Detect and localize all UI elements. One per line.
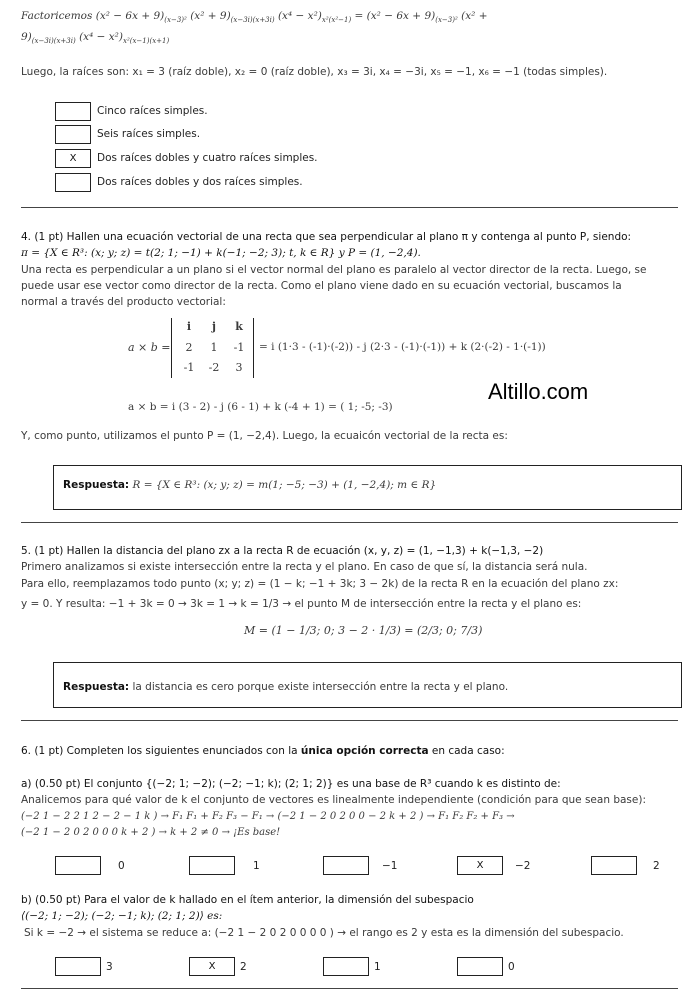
q4-answer-text: R = {X ∈ R³: (x; y; z) = m(1; −5; −3) + (1, −2,4); m ∈ R} [132, 479, 437, 491]
matrix-i: i [186, 320, 192, 333]
roots-text: Luego, la raíces son: x₁ = 3 (raíz doble), x₂ = 0 (raíz doble), x₃ = 3i, x₄ = −3i, x₅ = −1, x₆ = −1 (todas simples). [21, 66, 608, 78]
q5-title: 5. (1 pt) Hallen la distancia del plano zx a la recta R de ecuación (x, y, z) = (1, −1,3) + k(−1,3, −2) [21, 545, 544, 557]
q4-plane: π = {X ∈ R³: (x; y; z) = t(2; 1; −1) + k(−1; −2; 3); t, k ∈ R} y P = (1, −2,4). [21, 247, 421, 259]
q5-answer [63, 681, 508, 693]
determinant-matrix [176, 320, 254, 378]
factor-1: Factoricemos (x² − 6x + 9) [21, 10, 165, 22]
section-divider-1 [21, 207, 678, 208]
matrix-cell: -2 [208, 361, 220, 374]
matrix-left-bar [171, 318, 172, 378]
q6b-option-label-1: 3 [106, 961, 113, 973]
factor-4-sub: (x−3)² [435, 16, 458, 25]
option-box-3[interactable]: X [55, 149, 91, 168]
q6b-option-box-3[interactable] [323, 957, 369, 976]
matrix-cell: 2 [185, 341, 193, 354]
q6b-para-1: Si k = −2 → el sistema se reduce a: (−2 1 − 2 0 2 0 0 0 0 ) → el rango es 2 y esta es la dimensión del subespacio. [24, 927, 624, 939]
q5-answer-box [53, 662, 682, 708]
cross-product-result: a × b = i (3 - 2) - j (6 - 1) + k (-4 + 1) = ( 1; -5; -3) [128, 401, 393, 413]
q6b-option-box-4[interactable] [457, 957, 503, 976]
q6b-option-box-1[interactable] [55, 957, 101, 976]
q6a-para-2: (−2 1 − 2 2 1 2 − 2 − 1 k ) → F₁ F₁ + F₂ F₃ − F₁ → (−2 1 − 2 0 2 0 0 − 2 k + 2 ) → F₁ F₂ F₂ + F₃ → [21, 811, 515, 822]
matrix-k: k [235, 320, 243, 333]
matrix-cell: -1 [233, 341, 245, 354]
factor-2: (x² + 9) [190, 10, 231, 22]
q4-title: 4. (1 pt) Hallen una ecuación vectorial de una recta que sea perpendicular al plano π y contenga al punto P, siendo: [21, 231, 632, 243]
q6b-option-label-4: 0 [508, 961, 515, 973]
q6a-para-1: Analicemos para qué valor de k el conjunto de vectores es linealmente independiente (condición para que sean base): [21, 794, 646, 806]
q6b-title: b) (0.50 pt) Para el valor de k hallado en el ítem anterior, la dimensión del subespacio [21, 894, 474, 906]
q4-answer [63, 479, 436, 491]
matrix-cell: 3 [235, 361, 243, 374]
option-label-4: Dos raíces dobles y dos raíces simples. [97, 176, 303, 188]
option-box-1[interactable] [55, 102, 91, 121]
q4-para-3: normal a través del producto vectorial: [21, 296, 226, 308]
matrix-cell: -1 [183, 361, 195, 374]
section-divider-2 [21, 522, 678, 523]
q4-para-2: puede usar ese vector como director de la recta. Como el plano viene dado en su ecuación vectorial, buscamos la [21, 280, 622, 292]
q6a-option-label-5: 2 [653, 860, 660, 872]
factor-3-sub: x²(x²−1) [321, 16, 352, 25]
q5-point-m: M = (1 − 1/3; 0; 3 − 2 · 1/3) = (2/3; 0; 7/3) [244, 624, 483, 637]
q6a-option-label-2: 1 [253, 860, 260, 872]
section-divider-3 [21, 720, 678, 721]
q6a-option-label-4: −2 [515, 860, 531, 872]
section-divider-4 [21, 988, 678, 989]
factor-5: (x² + [461, 10, 488, 22]
q5-para-2: Para ello, reemplazamos todo punto (x; y; z) = (1 − k; −1 + 3k; 3 − 2k) de la recta R en la ecuación del plano zx: [21, 578, 619, 590]
q6b-title-2: ⟨(−2; 1; −2); (−2; −1; k); (2; 1; 2)⟩ es: [21, 910, 223, 922]
q6a-option-label-1: 0 [118, 860, 125, 872]
factor-6: 9) [21, 31, 32, 43]
option-label-1: Cinco raíces simples. [97, 105, 208, 117]
altillo-watermark: Altillo.com [488, 379, 589, 404]
q6b-option-box-2[interactable]: X [189, 957, 235, 976]
q6-title-pre: 6. (1 pt) Completen los siguientes enunciados con la [21, 745, 301, 757]
factor-1-sub: (x−3)² [164, 16, 187, 25]
factor-6-sub: (x−3i)(x+3i) [31, 37, 76, 46]
q6a-para-3: (−2 1 − 2 0 2 0 0 0 k + 2 ) → k + 2 ≠ 0 → ¡Es base! [21, 827, 281, 838]
cross-product-label: a × b = [128, 341, 171, 354]
factor-7-sub: x²(x−1)(x+1) [123, 37, 170, 46]
q6a-option-box-1[interactable] [55, 856, 101, 875]
q6a-option-box-3[interactable] [323, 856, 369, 875]
q6-title-post: en cada caso: [428, 745, 505, 757]
q5-answer-text: la distancia es cero porque existe intersección entre la recta y el plano. [132, 681, 509, 693]
q6a-title: a) (0.50 pt) El conjunto {(−2; 1; −2); (−2; −1; k); (2; 1; 2)} es una base de R³ cuando k es distinto de: [21, 778, 561, 790]
q6b-option-label-3: 1 [374, 961, 381, 973]
q6a-option-box-5[interactable] [591, 856, 637, 875]
factorization-line-2 [21, 31, 169, 45]
q6b-option-label-2: 2 [240, 961, 247, 973]
option-label-3: Dos raíces dobles y cuatro raíces simples. [97, 152, 318, 164]
q4-para-1: Una recta es perpendicular a un plano si el vector normal del plano es paralelo al vector director de la recta. Luego, se [21, 264, 647, 276]
factor-4: = (x² − 6x + 9) [354, 10, 436, 22]
factor-2-sub: (x−3i)(x+3i) [230, 16, 275, 25]
matrix-cell: 1 [210, 341, 218, 354]
option-label-2: Seis raíces simples. [97, 128, 201, 140]
q6-title [21, 745, 505, 757]
q4-point-text: Y, como punto, utilizamos el punto P = (1, −2,4). Luego, la ecuaicón vectorial de la recta es: [21, 430, 508, 442]
factorization-line-1 [21, 10, 488, 24]
q6a-option-label-3: −1 [382, 860, 398, 872]
q6-title-bold: única opción correcta [300, 745, 429, 757]
q5-para-3: y = 0. Y resulta: −1 + 3k = 0 → 3k = 1 → k = 1/3 → el punto M de intersección entre la recta y el plano es: [21, 598, 582, 610]
q6a-option-box-4[interactable]: X [457, 856, 503, 875]
factor-7: (x⁴ − x²) [79, 31, 123, 43]
q6a-option-box-2[interactable] [189, 856, 235, 875]
q4-answer-label: Respuesta: [63, 479, 130, 491]
q5-answer-label: Respuesta: [63, 681, 130, 693]
q5-para-1: Primero analizamos si existe intersección entre la recta y el plano. En caso de que sí, la distancia será nula. [21, 561, 588, 573]
factor-3: (x⁴ − x²) [277, 10, 322, 22]
q4-answer-box [53, 465, 682, 510]
option-box-2[interactable] [55, 125, 91, 144]
cross-product-expansion: = i (1·3 - (-1)·(-2)) - j (2·3 - (-1)·(-1)) + k (2·(-2) - 1·(-1)) [259, 341, 546, 353]
option-box-4[interactable] [55, 173, 91, 192]
matrix-j: j [212, 320, 216, 333]
